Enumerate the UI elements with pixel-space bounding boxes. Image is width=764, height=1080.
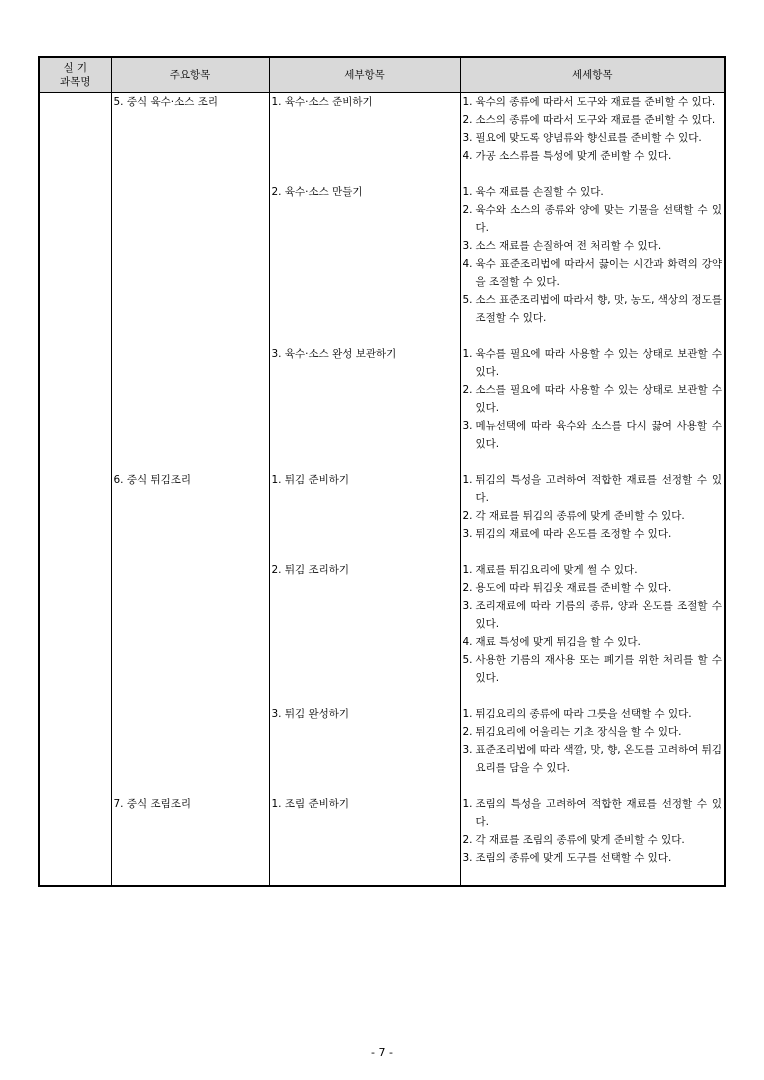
sub-item-block — [272, 705, 458, 795]
detail-item — [463, 381, 723, 417]
detail-item — [463, 849, 723, 867]
detail-item — [463, 795, 723, 831]
main-item-block — [114, 93, 267, 183]
main-item-block — [114, 345, 267, 471]
header-main-item: 주요항목 — [111, 57, 269, 93]
detail-item-column — [460, 93, 725, 887]
sub-item-label: 1. 조림 준비하기 — [271, 798, 350, 810]
detail-item-number: 2. — [462, 384, 473, 396]
detail-item-number: 3. — [462, 600, 473, 612]
detail-item-text: 재료 특성에 맞게 튀김을 할 수 있다. — [475, 636, 641, 648]
detail-item-text: 육수 표준조리법에 따라서 끓이는 시간과 화력의 강약을 조절할 수 있다. — [475, 258, 722, 288]
detail-item — [463, 237, 723, 255]
detail-item-number: 3. — [462, 132, 473, 144]
detail-item-text: 육수 재료를 손질할 수 있다. — [475, 186, 604, 198]
detail-item — [463, 741, 723, 777]
detail-item-text: 가공 소스류를 특성에 맞게 준비할 수 있다. — [475, 150, 672, 162]
detail-item-text: 육수를 필요에 따라 사용할 수 있는 상태로 보관할 수 있다. — [475, 348, 722, 378]
detail-item-number: 3. — [462, 528, 473, 540]
main-item-block — [114, 705, 267, 795]
detail-item — [463, 417, 723, 453]
sub-item-label: 3. 튀김 완성하기 — [271, 708, 350, 720]
detail-item — [463, 129, 723, 147]
detail-item-number: 1. — [462, 708, 473, 720]
detail-block — [463, 471, 723, 561]
detail-item — [463, 111, 723, 129]
block-gap — [463, 453, 723, 471]
detail-item — [463, 651, 723, 687]
detail-item-text: 표준조리법에 따라 색깔, 맛, 향, 온도를 고려하여 튀김요리를 담을 수 있다. — [475, 744, 722, 774]
detail-item-number: 1. — [462, 474, 473, 486]
detail-list — [463, 795, 723, 867]
detail-item-number: 2. — [462, 582, 473, 594]
block-gap — [463, 327, 723, 345]
detail-item-number: 1. — [462, 96, 473, 108]
detail-item — [463, 633, 723, 651]
header-subject-line2: 과목명 — [60, 76, 91, 88]
detail-item-number: 4. — [462, 150, 473, 162]
detail-item-text: 각 재료를 조림의 종류에 맞게 준비할 수 있다. — [475, 834, 685, 846]
sub-item-label: 2. 튀김 조리하기 — [271, 564, 350, 576]
main-item-label: 7. 중식 조림조리 — [113, 798, 192, 810]
detail-item-text: 용도에 따라 튀김옷 재료를 준비할 수 있다. — [475, 582, 672, 594]
detail-item-text: 사용한 기름의 재사용 또는 폐기를 위한 처리를 할 수 있다. — [475, 654, 722, 684]
detail-item-text: 재료를 튀김요리에 맞게 썰 수 있다. — [475, 564, 638, 576]
page-number: - 7 - — [371, 1046, 393, 1059]
block-gap — [463, 165, 723, 183]
detail-item-number: 4. — [462, 258, 473, 270]
detail-item-number: 2. — [462, 726, 473, 738]
header-detail-item: 세세항목 — [460, 57, 725, 93]
detail-list — [463, 345, 723, 453]
detail-item — [463, 291, 723, 327]
detail-item-text: 소스를 필요에 따라 사용할 수 있는 상태로 보관할 수 있다. — [475, 384, 722, 414]
header-sub-item: 세부항목 — [269, 57, 460, 93]
detail-block — [463, 93, 723, 183]
detail-block — [463, 705, 723, 795]
detail-item-number: 2. — [462, 204, 473, 216]
sub-item-block — [272, 795, 458, 885]
detail-item-text: 튀김의 특성을 고려하여 적합한 재료를 선정할 수 있다. — [475, 474, 722, 504]
sub-item-label: 1. 튀김 준비하기 — [271, 474, 350, 486]
detail-item — [463, 561, 723, 579]
main-item-block — [114, 561, 267, 705]
detail-item — [463, 201, 723, 237]
detail-item — [463, 705, 723, 723]
detail-item — [463, 723, 723, 741]
detail-item-number: 5. — [462, 654, 473, 666]
detail-block — [463, 183, 723, 345]
sub-item-label: 1. 육수·소스 준비하기 — [271, 96, 373, 108]
detail-item-text: 각 재료를 튀김의 종류에 맞게 준비할 수 있다. — [475, 510, 685, 522]
detail-item-number: 2. — [462, 510, 473, 522]
sub-item-block — [272, 471, 458, 561]
detail-item-text: 튀김요리의 종류에 따라 그릇을 선택할 수 있다. — [475, 708, 692, 720]
detail-item-text: 튀김의 재료에 따라 온도를 조정할 수 있다. — [475, 528, 672, 540]
detail-item-number: 3. — [462, 852, 473, 864]
detail-item — [463, 93, 723, 111]
detail-block — [463, 561, 723, 705]
detail-item-number: 3. — [462, 240, 473, 252]
detail-item — [463, 597, 723, 633]
sub-item-block — [272, 93, 458, 183]
detail-item-number: 2. — [462, 114, 473, 126]
main-item-label: 6. 중식 튀김조리 — [113, 474, 192, 486]
detail-item-number: 3. — [462, 420, 473, 432]
detail-item-text: 소스 재료를 손질하여 전 처리할 수 있다. — [475, 240, 662, 252]
main-item-column — [111, 93, 269, 887]
detail-item — [463, 147, 723, 165]
sub-item-label: 3. 육수·소스 완성 보관하기 — [271, 348, 397, 360]
block-gap — [463, 687, 723, 705]
detail-list — [463, 561, 723, 687]
table-body-row — [39, 93, 725, 887]
header-subject-name — [39, 57, 111, 93]
detail-item — [463, 471, 723, 507]
table-header-row — [39, 57, 725, 93]
detail-item-text: 조림의 특성을 고려하여 적합한 재료를 선정할 수 있다. — [475, 798, 722, 828]
detail-item-number: 3. — [462, 744, 473, 756]
detail-item-number: 1. — [462, 186, 473, 198]
detail-item-text: 메뉴선택에 따라 육수와 소스를 다시 끓여 사용할 수 있다. — [475, 420, 722, 450]
detail-item — [463, 183, 723, 201]
sub-item-block — [272, 183, 458, 345]
detail-item-text: 육수와 소스의 종류와 양에 맞는 기물을 선택할 수 있다. — [475, 204, 722, 234]
detail-item — [463, 345, 723, 381]
detail-item-text: 소스의 종류에 따라서 도구와 재료를 준비할 수 있다. — [475, 114, 716, 126]
detail-block — [463, 795, 723, 885]
detail-item — [463, 525, 723, 543]
detail-item-number: 1. — [462, 564, 473, 576]
detail-item — [463, 831, 723, 849]
detail-item-text: 튀김요리에 어울리는 기초 장식을 할 수 있다. — [475, 726, 682, 738]
detail-list — [463, 93, 723, 165]
block-gap — [463, 543, 723, 561]
sub-item-block — [272, 561, 458, 705]
syllabus-table — [38, 56, 726, 887]
detail-item-number: 1. — [462, 798, 473, 810]
sub-item-label: 2. 육수·소스 만들기 — [271, 186, 363, 198]
detail-item-number: 5. — [462, 294, 473, 306]
detail-list — [463, 705, 723, 777]
detail-item-text: 조리재료에 따라 기름의 종류, 양과 온도를 조절할 수 있다. — [475, 600, 722, 630]
detail-item-text: 소스 표준조리법에 따라서 향, 맛, 농도, 색상의 정도를 조절할 수 있다. — [475, 294, 722, 324]
subject-name-cell — [39, 93, 111, 887]
detail-block — [463, 345, 723, 471]
detail-item-number: 1. — [462, 348, 473, 360]
header-subject-line1: 실 기 — [63, 62, 88, 74]
detail-item-text: 육수의 종류에 따라서 도구와 재료를 준비할 수 있다. — [475, 96, 716, 108]
detail-item — [463, 507, 723, 525]
main-item-block — [114, 183, 267, 345]
detail-item-number: 4. — [462, 636, 473, 648]
sub-item-column — [269, 93, 460, 887]
main-item-block — [114, 471, 267, 561]
block-gap — [463, 867, 723, 885]
sub-item-block — [272, 345, 458, 471]
block-gap — [463, 777, 723, 795]
detail-item — [463, 579, 723, 597]
detail-item — [463, 255, 723, 291]
main-item-label: 5. 중식 육수·소스 조리 — [113, 96, 219, 108]
main-item-block — [114, 795, 267, 885]
detail-item-text: 조림의 종류에 맞게 도구를 선택할 수 있다. — [475, 852, 672, 864]
detail-list — [463, 183, 723, 327]
detail-list — [463, 471, 723, 543]
detail-item-text: 필요에 맞도록 양념류와 향신료를 준비할 수 있다. — [475, 132, 702, 144]
detail-item-number: 2. — [462, 834, 473, 846]
